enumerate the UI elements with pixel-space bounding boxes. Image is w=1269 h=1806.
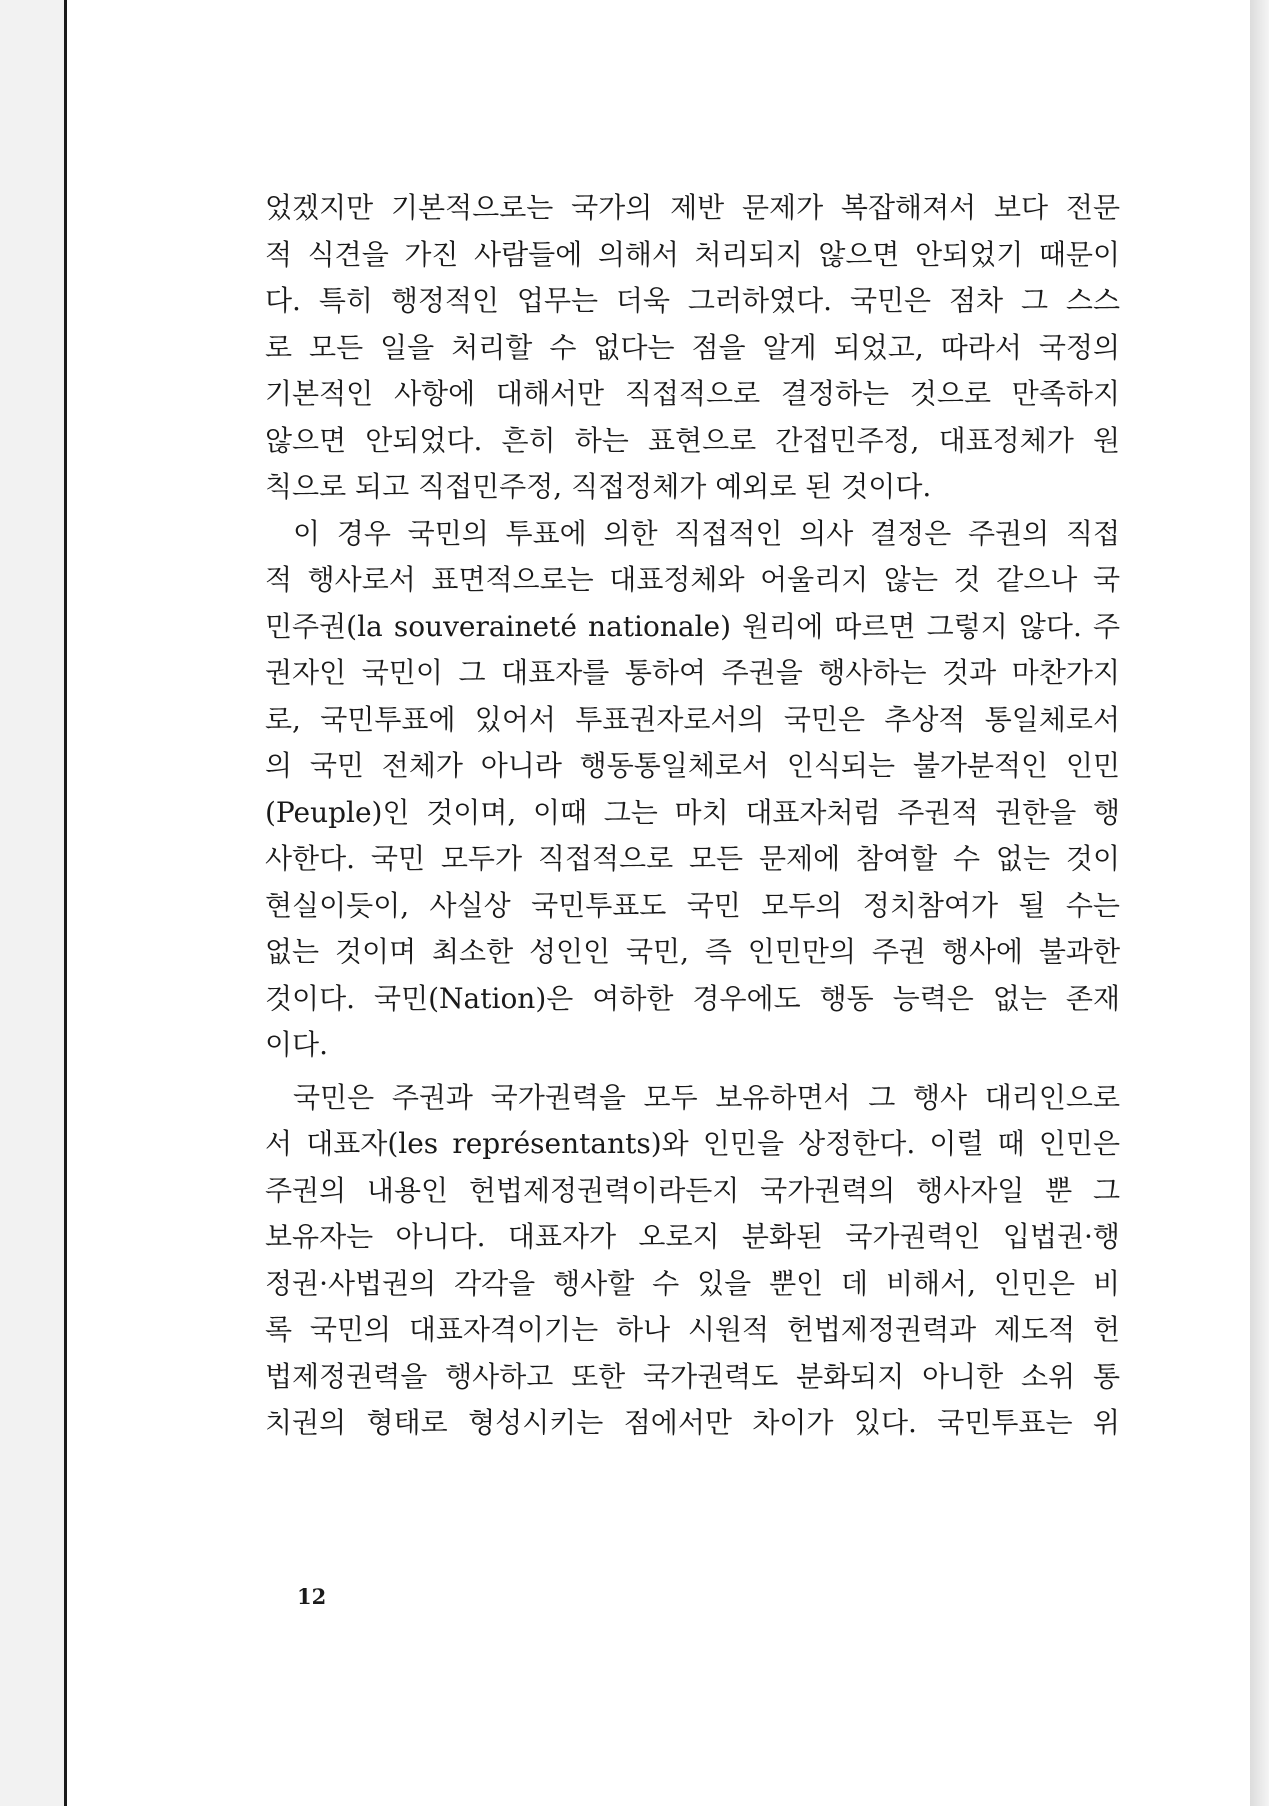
- page-number: 12: [297, 1584, 327, 1609]
- text-line: 이 경우 국민의 투표에 의한 직접적인 의사 결정은 주권의 직접: [293, 516, 1120, 550]
- text-line: 로, 국민투표에 있어서 투표권자로서의 국민은 추상적 통일체로서: [265, 702, 1120, 736]
- body-text: [265, 185, 1120, 1447]
- text-line: 다. 특히 행정적인 업무는 더욱 그러하였다. 국민은 점차 그 스스: [265, 284, 1120, 317]
- text-line: 칙으로 되고 직접민주정, 직접정체가 예외로 된 것이다.: [265, 470, 932, 503]
- text-line: 권자인 국민이 그 대표자를 통하여 주권을 행사하는 것과 마찬가지: [265, 656, 1120, 689]
- text-line: 록 국민의 대표자격이기는 하나 시원적 헌법제정권력과 제도적 헌: [265, 1313, 1120, 1346]
- text-line: 정권·사법권의 각각을 행사할 수 있을 뿐인 데 비해서, 인민은 비: [265, 1266, 1120, 1300]
- text-line: 없는 것이며 최소한 성인인 국민, 즉 인민만의 주권 행사에 불과한: [265, 935, 1120, 968]
- text-line: 이다.: [265, 1028, 328, 1061]
- text-line: 것이다. 국민(Nation)은 여하한 경우에도 행동 능력은 없는 존재: [265, 981, 1120, 1015]
- text-line: 국민은 주권과 국가권력을 모두 보유하면서 그 행사 대리인으로: [293, 1080, 1120, 1114]
- page-edge-shadow: [1250, 0, 1269, 1806]
- text-line: 적 행사로서 표면적으로는 대표정체와 어울리지 않는 것 같으나 국: [265, 563, 1120, 596]
- text-line: 치권의 형태로 형성시키는 점에서만 차이가 있다. 국민투표는 위: [265, 1406, 1120, 1439]
- text-line: 기본적인 사항에 대해서만 직접적으로 결정하는 것으로 만족하지: [265, 377, 1120, 410]
- text-line: 주권의 내용인 헌법제정권력이라든지 국가권력의 행사자일 뿐 그: [265, 1173, 1120, 1207]
- text-line: 법제정권력을 행사하고 또한 국가권력도 분화되지 아니한 소위 통: [265, 1359, 1120, 1393]
- text-line: 않으면 안되었다. 흔히 하는 표현으로 간접민주정, 대표정체가 원: [265, 423, 1120, 457]
- text-line: 현실이듯이, 사실상 국민투표도 국민 모두의 정치참여가 될 수는: [265, 888, 1120, 922]
- text-line: 서 대표자(les représentants)와 인민을 상정한다. 이럴 때 인민은: [265, 1127, 1120, 1160]
- text-line: 었겠지만 기본적으로는 국가의 제반 문제가 복잡해져서 보다 전문: [265, 191, 1120, 224]
- text-line: (Peuple)인 것이며, 이때 그는 마치 대표자처럼 주권적 권한을 행: [265, 795, 1120, 829]
- text-line: 보유자는 아니다. 대표자가 오로지 분화된 국가권력인 입법권·행: [265, 1220, 1120, 1253]
- text-line: 적 식견을 가진 사람들에 의해서 처리되지 않으면 안되었기 때문이: [265, 237, 1120, 271]
- text-line: 사한다. 국민 모두가 직접적으로 모든 문제에 참여할 수 없는 것이: [265, 842, 1120, 875]
- text-line: 민주권(la souveraineté nationale) 원리에 따르면 그렇지 않다. 주: [265, 609, 1120, 643]
- text-line: 로 모든 일을 처리할 수 없다는 점을 알게 되었고, 따라서 국정의: [265, 330, 1120, 364]
- text-line: 의 국민 전체가 아니라 행동통일체로서 인식되는 불가분적인 인민: [265, 749, 1120, 782]
